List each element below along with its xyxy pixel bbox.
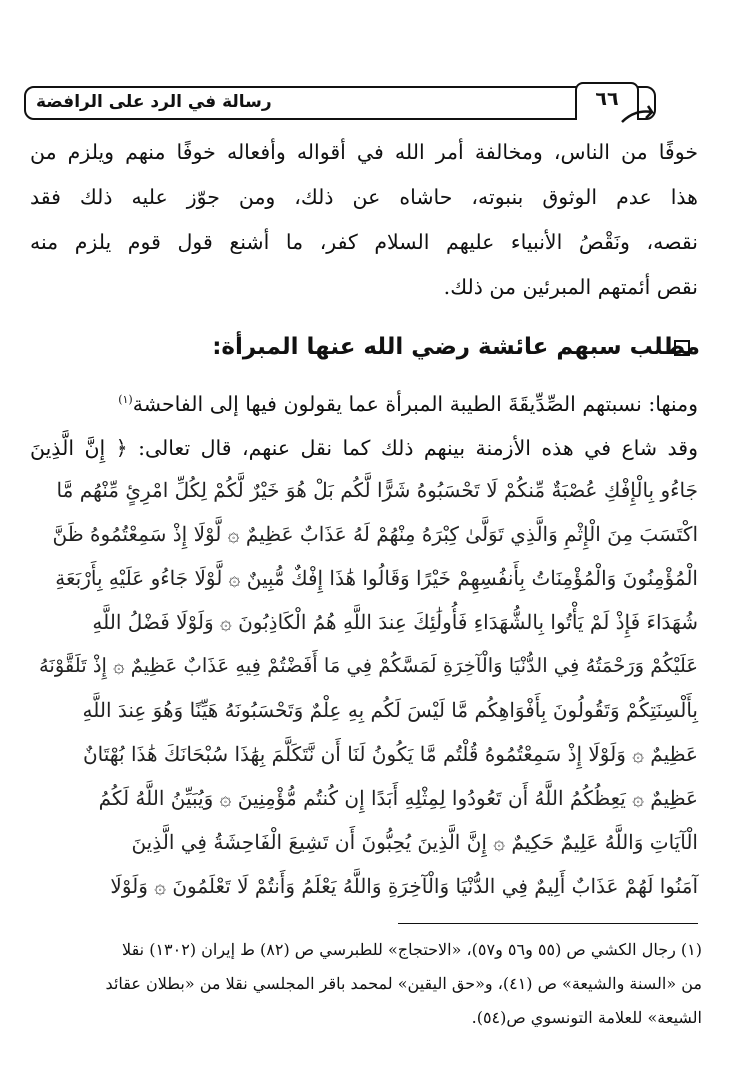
quran-verse-line: الْمُؤْمِنُونَ وَالْمُؤْمِنَاتُ بِأَنفُسِهِمْ خَيْرًا وَقَالُوا هَٰذَا إِفْكٌ مُّبِينٌ ۞ لَّوْلَا جَاءُو عَلَيْهِ بِأَرْبَعَةِ xyxy=(55,566,698,590)
footnote-reference: (١) xyxy=(118,393,133,407)
body-line xyxy=(118,392,698,416)
body-line: نقصه، ونَقْصُ الأنبياء عليهم السلام كفر، ما أشنع قول قوم يلزم منه xyxy=(30,230,698,254)
body-line: وقد شاع في هذه الأزمنة بينهم ذلك كما نقل عنهم، قال تعالى: ﴿ إِنَّ الَّذِينَ xyxy=(30,436,698,460)
quran-verse-line: جَاءُو بِالْإِفْكِ عُصْبَةٌ مِّنكُمْ لَا تَحْسَبُوهُ شَرًّا لَّكُم بَلْ هُوَ خَيْرٌ لَّكُمْ لِكُلِّ امْرِئٍ مِّنْهُم مَّا xyxy=(56,478,698,502)
section-heading: مطلب سبهم عائشة رضي الله عنها المبرأة: xyxy=(212,334,700,360)
running-header xyxy=(24,86,656,120)
footnote-divider xyxy=(398,923,698,924)
body-text: ومنها: نسبتهم الصِّدِّيقَةَ الطيبة المبرأة عما يقولون فيها إلى الفاحشة xyxy=(132,392,698,416)
footnote-line: (١) رجال الكشي ص (٥٥ و٥٦ و٥٧)، «الاحتجاج» للطبرسي ص (٨٢) ط إيران (١٣٠٢) نقلا xyxy=(122,940,702,959)
quran-verse-line: شُهَدَاءَ فَإِذْ لَمْ يَأْتُوا بِالشُّهَدَاءِ فَأُولَٰئِكَ عِندَ اللَّهِ هُمُ الْكَاذِبُونَ ۞ وَلَوْلَا فَضْلُ اللَّهِ xyxy=(92,610,698,634)
quran-verse-line: عَلَيْكُمْ وَرَحْمَتُهُ فِي الدُّنْيَا وَالْآخِرَةِ لَمَسَّكُمْ فِي مَا أَفَضْتُمْ فِيهِ عَذَابٌ عَظِيمٌ ۞ إِذْ تَلَقَّوْنَهُ xyxy=(38,654,698,677)
header-flourish-icon xyxy=(618,96,658,126)
footnote-line: الشيعة» للعلامة التونسوي ص(٥٤). xyxy=(471,1008,702,1027)
footnote-line: من «السنة والشيعة» ص (٤١)، و«حق اليقين» لمحمد باقر المجلسي نقلا من «بطلان عقائد xyxy=(105,974,702,993)
quran-verse-line: عَظِيمٌ ۞ وَلَوْلَا إِذْ سَمِعْتُمُوهُ قُلْتُم مَّا يَكُونُ لَنَا أَن نَّتَكَلَّمَ بِهَٰذَا سُبْحَانَكَ هَٰذَا بُهْتَانٌ xyxy=(82,742,698,766)
quran-verse-line: بِأَلْسِنَتِكُمْ وَتَقُولُونَ بِأَفْوَاهِكُم مَّا لَيْسَ لَكُم بِهِ عِلْمٌ وَتَحْسَبُونَهُ هَيِّنًا وَهُوَ عِندَ اللَّهِ xyxy=(82,698,698,722)
quran-verse-line: الْآيَاتِ وَاللَّهُ عَلِيمٌ حَكِيمٌ ۞ إِنَّ الَّذِينَ يُحِبُّونَ أَن تَشِيعَ الْفَاحِشَةُ فِي الَّذِينَ xyxy=(131,830,698,854)
quran-verse-line: آمَنُوا لَهُمْ عَذَابٌ أَلِيمٌ فِي الدُّنْيَا وَالْآخِرَةِ وَاللَّهُ يَعْلَمُ وَأَنتُمْ لَا تَعْلَمُونَ ۞ وَلَوْلَا xyxy=(110,874,698,898)
body-line: خوفًا من الناس، ومخالفة أمر الله في أقواله وأفعاله خوفًا منهم ويلزم من xyxy=(30,140,698,164)
book-title: رسالة في الرد على الرافضة xyxy=(36,92,272,112)
quran-verse-line: عَظِيمٌ ۞ يَعِظُكُمُ اللَّهُ أَن تَعُودُوا لِمِثْلِهِ أَبَدًا إِن كُنتُم مُّؤْمِنِينَ ۞ وَيُبَيِّنُ اللَّهُ لَكُمُ xyxy=(98,786,698,810)
page-number: ٦٦ xyxy=(595,88,619,110)
body-line: هذا عدم الوثوق بنبوته، حاشاه عن ذلك، ومن جوّز عليه ذلك فقد xyxy=(30,185,698,209)
body-line: نقص أئمتهم المبرئين من ذلك. xyxy=(443,275,698,299)
quran-verse-line: اكْتَسَبَ مِنَ الْإِثْمِ وَالَّذِي تَوَلَّىٰ كِبْرَهُ مِنْهُمْ لَهُ عَذَابٌ عَظِيمٌ ۞ لَّوْلَا إِذْ سَمِعْتُمُوهُ ظَنَّ xyxy=(52,522,698,546)
